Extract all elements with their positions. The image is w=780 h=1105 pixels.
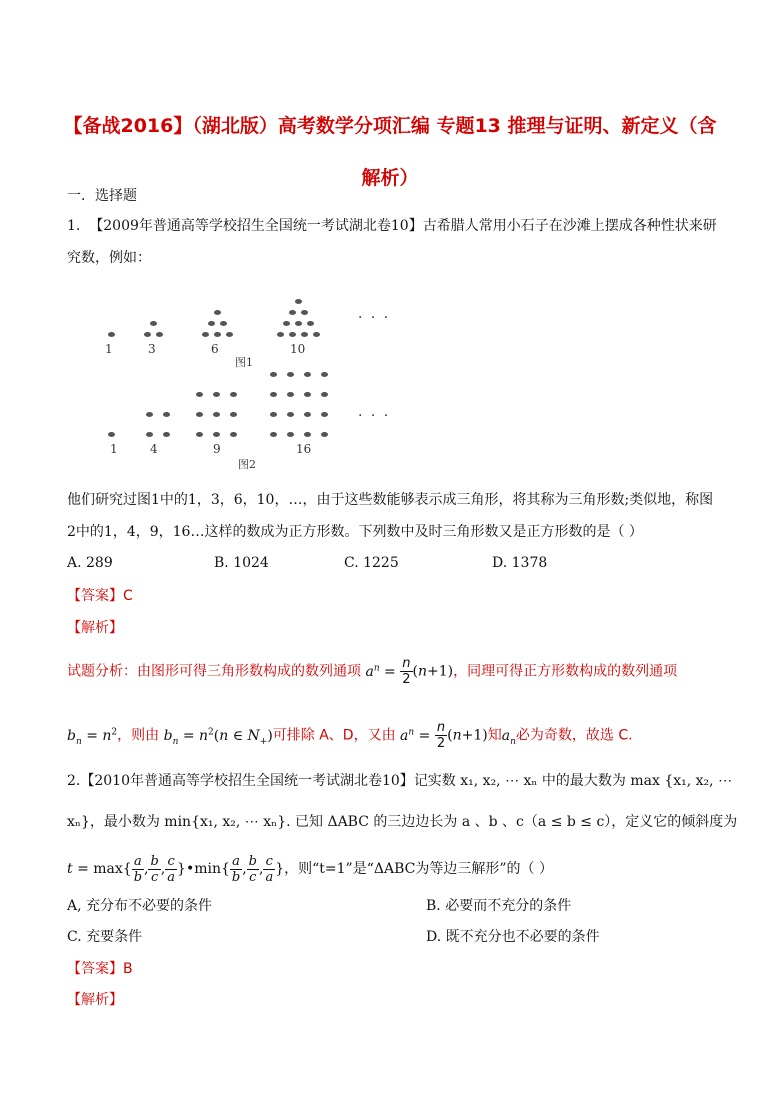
pebble-dot xyxy=(196,412,203,417)
pebble-dot xyxy=(270,432,277,437)
pebble-dot xyxy=(163,412,170,417)
pebble-dot xyxy=(230,432,237,437)
pebble-dot xyxy=(270,372,277,377)
pebble-dot xyxy=(270,412,277,417)
pebble-dot xyxy=(304,432,311,437)
analysis-text: ，则由 xyxy=(117,727,160,744)
section-heading: 一．选择题 xyxy=(67,188,137,204)
formula-an: $a_n$ xyxy=(501,727,516,747)
pebble-dot xyxy=(277,332,284,337)
question-stem-end: ，则“t=1”是“ΔABC为等边三解形”的（ ） xyxy=(284,861,553,877)
question-stem: 记实数 x₁, x₂, ⋯ xₙ 中的最大数为 max {x₁, x₂, ⋯ xyxy=(413,773,733,789)
fig2-label-4: 4 xyxy=(150,442,158,456)
pebble-dot xyxy=(196,432,203,437)
pebble-dot xyxy=(313,332,320,337)
pebble-dot xyxy=(146,412,153,417)
analysis-line-2 xyxy=(67,720,633,751)
answer-value: B xyxy=(123,961,133,977)
question-1-line-2: 究数，例如： xyxy=(67,250,151,266)
fig2-label-1: 1 xyxy=(110,442,118,456)
pebble-dot xyxy=(144,332,151,337)
question-source: 【2010年普通高等学校招生全国统一考试湖北卷10】 xyxy=(80,773,414,789)
pebble-dot xyxy=(301,310,308,315)
analysis-text: 必为奇数，故选 C. xyxy=(515,727,633,744)
formula-triangular: $a^n$ = xyxy=(365,662,396,680)
pebble-dot xyxy=(287,412,294,417)
analysis-text: 知 xyxy=(487,727,502,744)
pebble-dot xyxy=(304,372,311,377)
fig2-ellipsis: · · · xyxy=(358,408,391,424)
question-number: 2. xyxy=(67,773,81,789)
fig1-label-1: 1 xyxy=(105,342,113,356)
q2-option-c: C. 充要条件 xyxy=(67,929,143,945)
pebble-dot xyxy=(289,332,296,337)
pebble-dot xyxy=(295,299,302,304)
fraction-n-over-2: $\frac{n}{2}$ xyxy=(402,656,411,687)
pebble-dot xyxy=(202,332,209,337)
fraction-c-a: $\frac{c}{a}$ xyxy=(265,853,274,885)
pebble-dot xyxy=(156,332,163,337)
answer-label: 【答案】 xyxy=(67,588,123,604)
pebble-dot xyxy=(321,412,328,417)
question-stem: 古希腊人常用小石子在沙滩上摆成各种性状来研 xyxy=(422,218,717,234)
fraction-a-b: $\frac{a}{b}$ xyxy=(231,853,241,885)
analysis-text: 可排除 A、D，又由 xyxy=(272,727,396,744)
pebble-dot xyxy=(213,392,220,397)
analysis-label: 【解析】 xyxy=(67,620,123,636)
fig1-label-3: 3 xyxy=(148,342,156,356)
question-number: 1. xyxy=(67,218,81,234)
pebble-dot xyxy=(321,372,328,377)
option-a: A. 289 xyxy=(67,555,113,571)
analysis-text: 试题分析：由图形可得三角形数构成的数列通项 xyxy=(67,663,361,680)
fig1-caption: 图1 xyxy=(235,356,253,369)
pebble-dot xyxy=(214,332,221,337)
fig1-label-10: 10 xyxy=(290,342,306,356)
pebble-dot xyxy=(208,321,215,326)
answer-value: C xyxy=(123,588,133,604)
formula-square-domain: $b_n = n^2(n$ ∈ $N_+$) xyxy=(163,726,273,747)
question-2-line-1 xyxy=(67,771,732,791)
page-title: 【备战2016】（湖北版）高考数学分项汇编 专题13 推理与证明、新定义（含解析） xyxy=(63,115,717,189)
fraction-a-b: $\frac{a}{b}$ xyxy=(133,853,143,885)
fraction-b-c: $\frac{b}{c}$ xyxy=(248,853,257,885)
option-b: B. 1024 xyxy=(214,555,269,571)
pebble-dot xyxy=(150,321,157,326)
pebble-dot xyxy=(213,412,220,417)
fig1-ellipsis: · · · xyxy=(358,310,391,326)
pebble-dot xyxy=(321,432,328,437)
formula-tilt: t xyxy=(67,861,73,877)
formula-triangular-2: $a^n$ = xyxy=(400,726,431,744)
formula-n-plus-1: (n+1) xyxy=(412,663,454,680)
fig2-caption: 图2 xyxy=(238,458,256,471)
q2-option-b: B. 必要而不充分的条件 xyxy=(426,898,572,914)
pebble-dot xyxy=(321,392,328,397)
analysis-text: ，同理可得正方形数构成的数列通项 xyxy=(453,663,678,680)
q2-analysis-label: 【解析】 xyxy=(67,992,123,1008)
pebble-dot xyxy=(230,392,237,397)
pebble-dot xyxy=(289,310,296,315)
option-d: D. 1378 xyxy=(492,555,548,571)
pebble-dot xyxy=(230,412,237,417)
pebble-dot xyxy=(287,392,294,397)
q2-option-a: A, 充分布不必要的条件 xyxy=(67,898,213,914)
pebble-dot xyxy=(163,432,170,437)
pebble-dot xyxy=(295,321,302,326)
pebble-dot xyxy=(307,321,314,326)
pebble-dot xyxy=(220,321,227,326)
question-1-desc-2: 2中的1，4，9，16…这样的数成为正方形数。下列数中及时三角形数又是正方形数的是（ ） xyxy=(67,524,643,540)
pebble-dot xyxy=(196,392,203,397)
pebble-dot xyxy=(287,372,294,377)
fraction-c-a: $\frac{c}{a}$ xyxy=(167,853,176,885)
formula-n-plus-1: (n+1) xyxy=(447,727,488,744)
pebble-dot xyxy=(304,392,311,397)
pebble-dot xyxy=(304,412,311,417)
pebble-dot xyxy=(146,432,153,437)
fig1-label-6: 6 xyxy=(211,342,219,356)
fraction-n-over-2: $\frac{n}{2}$ xyxy=(436,720,446,751)
question-2-line-3: t = max{ $\frac{a}{b}$ , $\frac{b}{c}$ , $\frac{c}{a}$ }•min{ $\frac{a}{b}$ , $\frac{b}{c}$ , $\frac{c}{a}$ }，则“t=1”是“ΔABC为等边三解形”的（ ） xyxy=(67,853,553,885)
fig2-label-16: 16 xyxy=(296,442,312,456)
question-1-desc-1: 他们研究过图1中的1，3，6，10，…，由于这些数能够表示成三角形，将其称为三角形数;类似地，称图 xyxy=(67,492,714,508)
q2-option-d: D. 既不充分也不必要的条件 xyxy=(426,929,600,945)
formula-square: $b_n = n^2$ xyxy=(67,726,118,747)
answer-label: 【答案】 xyxy=(67,961,123,977)
pebble-dot xyxy=(226,332,233,337)
pebble-dot xyxy=(108,332,115,337)
pebble-dot xyxy=(287,432,294,437)
question-1-line-1 xyxy=(67,216,717,236)
fig2-label-9: 9 xyxy=(213,442,221,456)
question-2-line-2: xₙ}，最小数为 min{x₁, x₂, ⋯ xₙ}. 已知 ΔABC 的三边边长为 a 、b 、c（a ≤ b ≤ c），定义它的倾斜度为 xyxy=(67,814,738,830)
q2-answer-line xyxy=(67,958,133,978)
question-source: 【2009年普通高等学校招生全国统一考试湖北卷10】 xyxy=(89,218,423,234)
fraction-b-c: $\frac{b}{c}$ xyxy=(150,853,159,885)
pebble-dot xyxy=(270,392,277,397)
pebble-figure xyxy=(90,272,400,472)
pebble-dot xyxy=(301,332,308,337)
pebble-dot xyxy=(108,432,115,437)
analysis-line-1 xyxy=(67,656,677,687)
option-c: C. 1225 xyxy=(344,555,399,571)
pebble-dot xyxy=(214,310,221,315)
answer-line-1 xyxy=(67,585,133,605)
pebble-dot xyxy=(213,432,220,437)
pebble-dot xyxy=(283,321,290,326)
